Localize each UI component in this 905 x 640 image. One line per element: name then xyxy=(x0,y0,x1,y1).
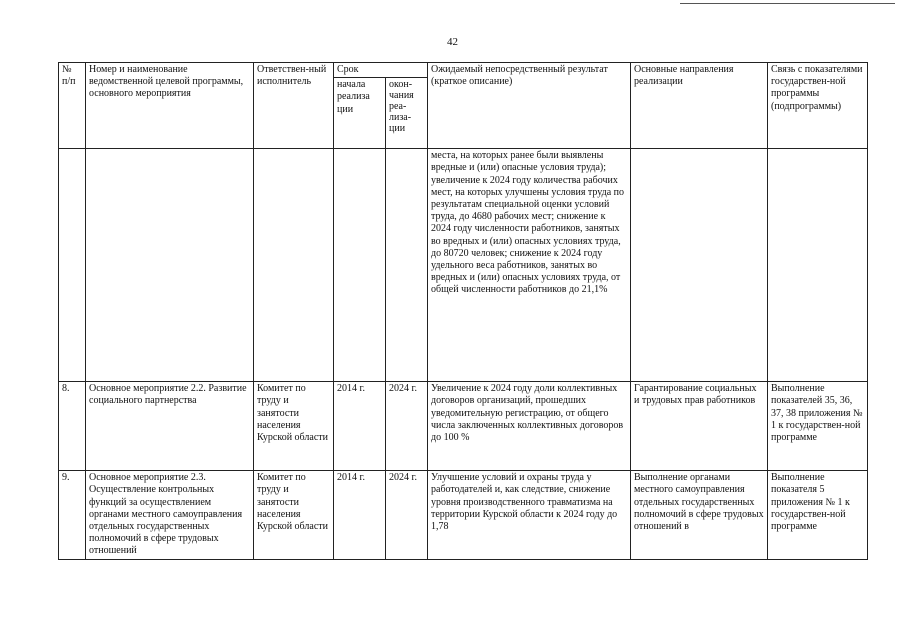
cell-end: 2024 г. xyxy=(386,471,428,559)
page-number: 42 xyxy=(447,36,458,48)
header-row xyxy=(59,63,868,78)
cell-empty xyxy=(386,149,428,382)
cell-empty xyxy=(86,149,254,382)
cell-start: 2014 г. xyxy=(334,471,386,559)
cell-directions: Гарантирование социальных и трудовых прав работников xyxy=(631,382,768,471)
program-table xyxy=(58,62,868,560)
header-link: Связь с показателями государствен-ной программы (подпрограммы) xyxy=(768,63,868,149)
cell-link: Выполнение показателей 35, 36, 37, 38 приложения № 1 к государствен-ной программе xyxy=(768,382,868,471)
cell-result: места, на которых ранее были выявлены вредные и (или) опасные условия труда); увеличение к 2024 году количества рабочих мест, на которых улучшены условия труда по результатам специальной оценки условий труда, до 4680 рабочих мест; снижение к 2024 году численности работников, занятых во вредных и (или) опасных условиях труда, до 80720 человек; снижение к 2024 году удельного веса работников, занятых во вредных и (или) опасных условиях труда, от общей численности работников до 21,1% xyxy=(428,149,631,382)
header-name: Номер и наименование ведомственной целевой программы, основного мероприятия xyxy=(86,63,254,149)
cell-num: 8. xyxy=(59,382,86,471)
cell-result: Улучшение условий и охраны труда у работодателей и, как следствие, снижение уровня производственного травматизма на территории Курской области к 2024 году до 1,78 xyxy=(428,471,631,559)
cell-empty xyxy=(334,149,386,382)
cell-empty xyxy=(768,149,868,382)
cell-name: Основное мероприятие 2.3. Осуществление контрольных функций за осуществлением органами местного самоуправления отдельных государственных полномочий в сфере трудовых отношений xyxy=(86,471,254,559)
header-result: Ожидаемый непосредственный результат (краткое описание) xyxy=(428,63,631,149)
table-row-continuation xyxy=(59,149,868,382)
cell-num: 9. xyxy=(59,471,86,559)
top-right-rule xyxy=(680,3,895,4)
table-row xyxy=(59,471,868,559)
header-end: окон-чания реа-лиза-ции xyxy=(386,78,428,149)
cell-result: Увеличение к 2024 году доли коллективных договоров организаций, прошедших уведомительную регистрацию, от общего числа заключенных коллективных договоров до 100 % xyxy=(428,382,631,471)
cell-link: Выполнение показателя 5 приложения № 1 к государствен-ной программе xyxy=(768,471,868,559)
cell-executor: Комитет по труду и занятости населения Курской области xyxy=(254,471,334,559)
header-start: начала реализа ции xyxy=(334,78,386,149)
header-executor: Ответствен-ный исполнитель xyxy=(254,63,334,149)
cell-empty xyxy=(254,149,334,382)
cell-directions: Выполнение органами местного самоуправления отдельных государственных полномочий в сфере трудовых отношений в xyxy=(631,471,768,559)
cell-empty xyxy=(631,149,768,382)
cell-name: Основное мероприятие 2.2. Развитие социального партнерства xyxy=(86,382,254,471)
header-directions: Основные направления реализации xyxy=(631,63,768,149)
header-num: № п/п xyxy=(59,63,86,149)
header-srok: Срок xyxy=(334,63,428,78)
cell-start: 2014 г. xyxy=(334,382,386,471)
cell-empty xyxy=(59,149,86,382)
cell-executor: Комитет по труду и занятости населения Курской области xyxy=(254,382,334,471)
cell-end: 2024 г. xyxy=(386,382,428,471)
table-row xyxy=(59,382,868,471)
